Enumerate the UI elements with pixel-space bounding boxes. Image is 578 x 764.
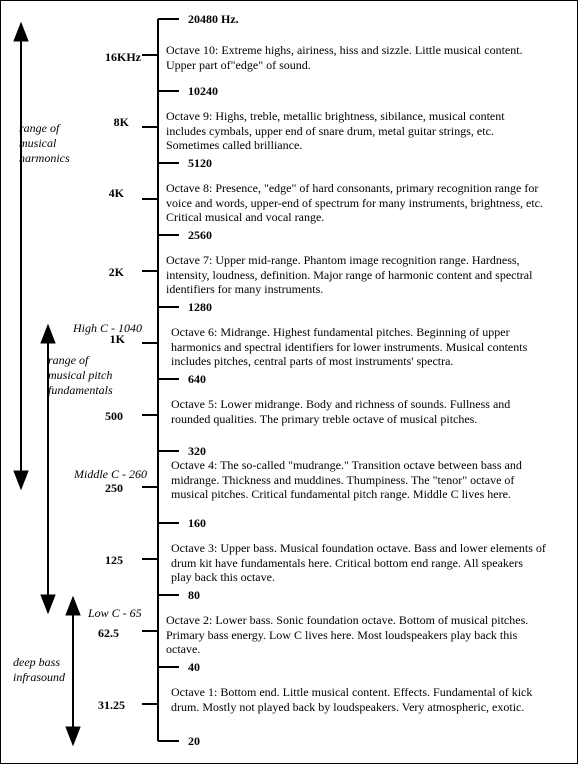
low-c-note: Low C - 65 [88, 606, 142, 620]
boundary-label-160: 160 [188, 516, 206, 530]
boundary-label-640: 640 [188, 372, 206, 386]
center-label-250: 250 [105, 481, 123, 495]
octave-8-description: Octave 8: Presence, "edge" of hard consonants, primary recognition range for voice and words, upper-end of spectrum for many instruments, brightness, etc. Critical musical and vocal range. [166, 181, 543, 225]
octave-4-description: Octave 4: The so-called "mudrange." Transition octave between bass and midrange. Thickness and muddines. Thumpiness. The "tenor" octave of musical pitches. Critical fundamental pitch range. Middle C lives here. [171, 458, 522, 502]
boundary-label-40: 40 [188, 660, 200, 674]
octave-6-description: Octave 6: Midrange. Highest fundamental pitches. Beginning of upper harmonics and spectral identifiers for lower instruments. Musical contents includes pitches, central parts of most instruments' spectra. [171, 325, 528, 369]
boundary-label-5120: 5120 [188, 156, 212, 170]
center-label-2k: 2K [108, 265, 124, 279]
harmonics-range-arrow [14, 23, 28, 489]
boundary-label-10240: 10240 [188, 84, 218, 98]
boundary-label-20: 20 [188, 734, 200, 748]
high-c-note: High C - 1040 [73, 321, 142, 335]
boundary-label-80: 80 [188, 588, 200, 602]
boundary-label-20480: 20480 Hz. [188, 12, 239, 26]
center-label-4k: 4K [108, 186, 124, 200]
boundary-label-1280: 1280 [188, 300, 212, 314]
octave-2-description: Octave 2: Lower bass. Sonic foundation octave. Bottom of musical pitches. Primary bass energy. Low C lives here. Most loudspeakers play back this octave. [166, 613, 529, 657]
center-label-62-5: 62.5 [98, 626, 119, 640]
center-label-8k: 8K [113, 115, 129, 129]
octave-10-description: Octave 10: Extreme highs, airiness, hiss and sizzle. Little musical content. Upper part of"edge" of sound. [166, 43, 523, 72]
octave-1-description: Octave 1: Bottom end. Little musical content. Effects. Fundamental of kick drum. Mostly not played back by loudspeakers. Very atmospheric, exotic. [171, 685, 533, 714]
octave-9-description: Octave 9: Highs, treble, metallic brightness, sibilance, musical content includes cymbals, upper end of snare drum, metal guitar strings, etc. Sometimes called brilliance. [166, 109, 505, 153]
fundamentals-range-label: range of musical pitch fundamentals [48, 353, 113, 397]
octave-3-description: Octave 3: Upper bass. Musical foundation octave. Bass and lower elements of drum kit have fundamentals here. Critical bottom end range. All speakers play back this octave. [171, 541, 546, 585]
center-label-1k: 1K [109, 332, 125, 346]
center-label-125: 125 [105, 553, 123, 567]
middle-c-note: Middle C - 260 [74, 467, 147, 481]
center-label-500: 500 [105, 409, 123, 423]
octave-7-description: Octave 7: Upper mid-range. Phantom image recognition range. Hardness, intensity, loudness, definition. Major range of harmonic content and spectral identifiers for many instruments. [166, 253, 533, 297]
harmonics-range-label: range of musical harmonics [19, 121, 70, 165]
octave-5-description: Octave 5: Lower midrange. Body and richness of sounds. Fullness and rounded qualities. The primary treble octave of musical pitches. [171, 397, 511, 426]
deep-bass-range-label: deep bass infrasound [13, 655, 66, 684]
boundary-label-2560: 2560 [188, 228, 212, 242]
boundary-label-320: 320 [188, 444, 206, 458]
center-label-16khz: 16KHz [105, 50, 141, 64]
center-label-31-25: 31.25 [98, 698, 125, 712]
